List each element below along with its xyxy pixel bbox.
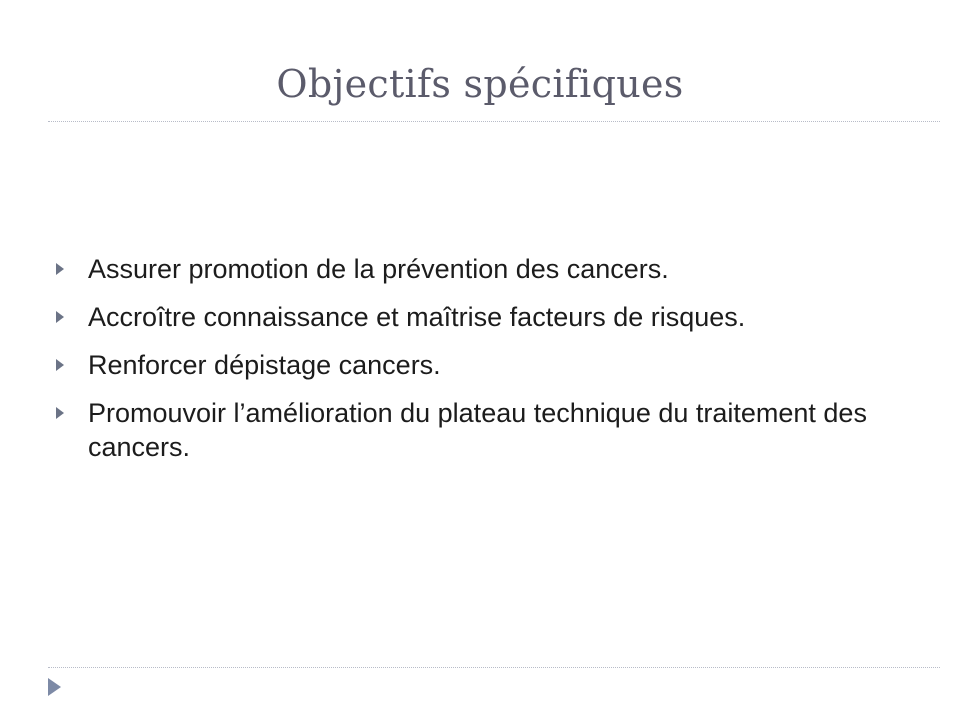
bullet-item	[56, 252, 916, 286]
bullet-item	[56, 396, 916, 464]
slide-title: Objectifs spécifiques	[276, 62, 684, 106]
bullet-text: Promouvoir l’amélioration du plateau technique du traitement des cancers.	[88, 398, 867, 462]
play-arrow-icon	[48, 678, 61, 696]
triangle-right-icon	[56, 359, 64, 371]
bullet-text: Accroître connaissance et maîtrise facteurs de risques.	[88, 302, 746, 332]
bullet-text: Assurer promotion de la prévention des cancers.	[88, 254, 669, 284]
title-divider	[48, 121, 940, 122]
triangle-right-icon	[56, 263, 64, 275]
bullet-text: Renforcer dépistage cancers.	[88, 350, 441, 380]
bullet-item	[56, 348, 916, 382]
triangle-right-icon	[56, 311, 64, 323]
bullet-item	[56, 300, 916, 334]
bullet-list	[56, 252, 916, 478]
footer-divider	[48, 667, 940, 668]
triangle-right-icon	[56, 407, 64, 419]
